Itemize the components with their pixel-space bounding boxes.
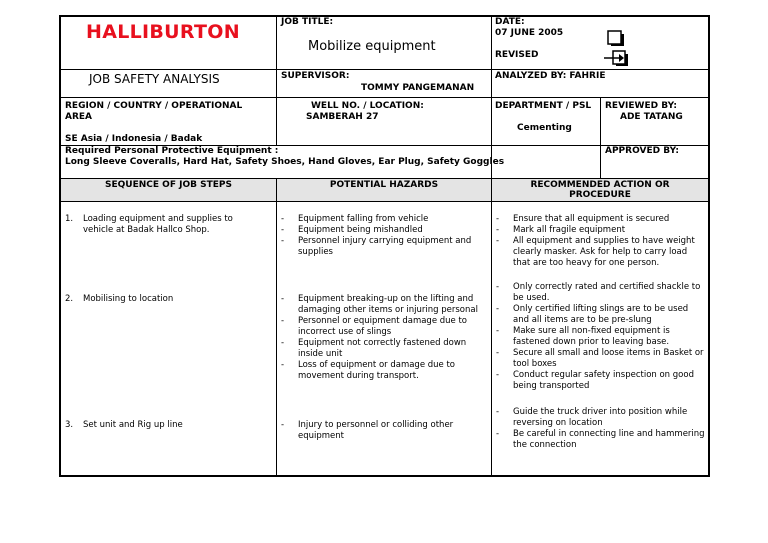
action-list	[494, 282, 706, 392]
action-item: - Be careful in connecting line and hammering the connection	[494, 429, 706, 451]
action-item: - Make sure all non-fixed equipment is fastened down prior to leaving base.	[494, 326, 706, 348]
action-list	[494, 214, 706, 269]
supervisor-value: TOMMY PANGEMANAN	[361, 83, 475, 93]
divider	[600, 97, 601, 179]
divider	[276, 178, 277, 476]
hazard-list	[279, 214, 482, 258]
supervisor-label: SUPERVISOR:	[281, 71, 350, 81]
action-item: - Mark all fragile equipment	[494, 225, 706, 236]
divider	[276, 17, 277, 145]
ppe-value: Long Sleeve Coveralls, Hard Hat, Safety Shoes, Hand Gloves, Ear Plug, Safety Goggles	[65, 157, 505, 167]
date-value: 07 JUNE 2005	[495, 28, 564, 38]
region-label: REGION / COUNTRY / OPERATIONAL AREA	[65, 101, 243, 122]
revision-arrow-icon	[603, 50, 629, 68]
department-value: Cementing	[517, 123, 572, 133]
hazard-list	[279, 420, 482, 442]
divider	[61, 97, 708, 98]
action-item: - Only correctly rated and certified shackle to be used.	[494, 282, 706, 304]
company-logo: HALLIBURTON	[86, 21, 240, 43]
divider	[491, 17, 492, 179]
divider	[61, 69, 708, 70]
hazard-item: - Loss of equipment or damage due to movement during transport.	[279, 360, 482, 382]
department-label: DEPARTMENT / PSL	[495, 101, 592, 111]
step-text: Mobilising to location	[83, 294, 174, 304]
analyzed-by: ANALYZED BY: FAHRIE	[495, 71, 606, 81]
ppe-label: Required Personal Protective Equipment :	[65, 146, 279, 156]
hazard-item: - Equipment being mishandled	[279, 225, 482, 236]
hazard-item: - Equipment breaking-up on the lifting and damaging other items or injuring personal	[279, 294, 482, 316]
action-item: - Only certified lifting slings are to be used and all items are to be pre-slung	[494, 304, 706, 326]
well-value: SAMBERAH 27	[306, 112, 379, 122]
action-item: - Ensure that all equipment is secured	[494, 214, 706, 225]
hazard-item: - Equipment not correctly fastened down inside unit	[279, 338, 482, 360]
step-number: 3.	[65, 420, 74, 430]
column-header-steps: SEQUENCE OF JOB STEPS	[105, 180, 232, 190]
action-list	[494, 407, 706, 451]
hazard-item: - Personnel or equipment damage due to incorrect use of slings	[279, 316, 482, 338]
job-title-label: JOB TITLE:	[281, 17, 334, 27]
action-item: - All equipment and supplies to have weight clearly masker. Ask for help to carry load that are too heavy for one person.	[494, 236, 706, 269]
step-text: Set unit and Rig up line	[83, 420, 183, 430]
step-number: 1.	[65, 214, 74, 224]
divider	[491, 178, 492, 476]
action-item: - Guide the truck driver into position while reversing on location	[494, 407, 706, 429]
checkbox-icon	[607, 29, 627, 47]
column-header-actions-line2: PROCEDURE	[569, 190, 631, 200]
hazard-item: - Equipment falling from vehicle	[279, 214, 482, 225]
hazard-list	[279, 294, 482, 382]
reviewed-label: REVIEWED BY:	[605, 101, 677, 111]
hazard-item: - Personnel injury carrying equipment and supplies	[279, 236, 482, 258]
approved-label: APPROVED BY:	[605, 146, 679, 156]
form-title: JOB SAFETY ANALYSIS	[89, 72, 220, 86]
reviewed-value: ADE TATANG	[620, 112, 683, 122]
region-value: SE Asia / Indonesia / Badak	[65, 134, 203, 144]
step-number: 2.	[65, 294, 74, 304]
divider	[61, 201, 708, 202]
date-label: DATE:	[495, 17, 525, 27]
action-item: - Secure all small and loose items in Basket or tool boxes	[494, 348, 706, 370]
column-header-hazards: POTENTIAL HAZARDS	[329, 180, 439, 190]
action-item: - Conduct regular safety inspection on good being transported	[494, 370, 706, 392]
column-header-actions: RECOMMENDED ACTION OR	[530, 180, 670, 190]
well-label: WELL NO. / LOCATION:	[311, 101, 424, 111]
step-text: Loading equipment and supplies to vehicle at Badak Hallco Shop.	[83, 214, 233, 235]
job-title-value: Mobilize equipment	[308, 39, 436, 54]
revised-label: REVISED	[495, 50, 539, 60]
hazard-item: - Injury to personnel or colliding other equipment	[279, 420, 482, 442]
